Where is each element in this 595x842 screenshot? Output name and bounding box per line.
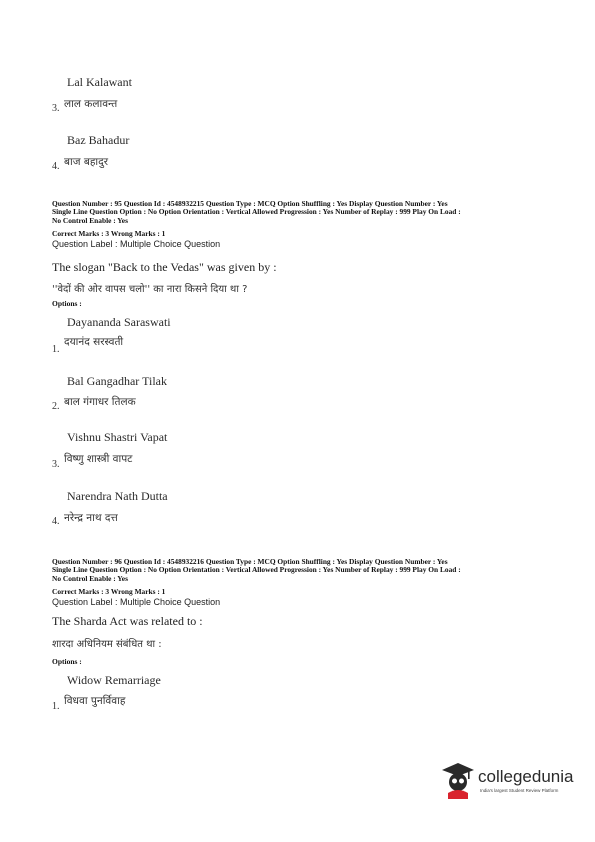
- q95-option-2-english: Bal Gangadhar Tilak: [67, 374, 167, 388]
- q96-meta-line-1: Question Number : 96 Question Id : 4548932216 Question Type : MCQ Option Shuffling : Yes Display Question Number : Yes: [52, 557, 448, 566]
- prev-option-4-english: Baz Bahadur: [67, 133, 130, 147]
- prev-option-3-english: Lal Kalawant: [67, 75, 132, 89]
- prev-option-3-number: 3.: [52, 103, 60, 114]
- q95-option-4-number: 4.: [52, 516, 60, 527]
- q95-option-4-english: Narendra Nath Dutta: [67, 489, 168, 503]
- q95-option-1-number: 1.: [52, 344, 60, 355]
- logo-tagline: India's largest Student Review Platform: [480, 788, 559, 793]
- q95-meta-line-3: No Control Enable : Yes: [52, 215, 128, 225]
- q96-question-text-english: The Sharda Act was related to :: [52, 614, 203, 628]
- q96-options-heading: Options :: [52, 657, 82, 666]
- q96-meta-line-2: Single Line Question Option : No Option Orientation : Vertical Allowed Progression : Yes Number of Replay : 999 Play On Load :: [52, 565, 461, 575]
- q96-option-1-hindi: विधवा पुनर्विवाह: [64, 695, 126, 707]
- q96-option-1-english: Widow Remarriage: [67, 673, 161, 687]
- q95-question-text-english: The slogan "Back to the Vedas" was given by :: [52, 260, 277, 274]
- q95-option-3-hindi: विष्णु शास्त्री वापट: [64, 453, 133, 465]
- prev-option-3-hindi: लाल कलावन्त: [64, 98, 118, 110]
- q95-question-label: Question Label : Multiple Choice Question: [52, 239, 221, 249]
- q96-option-1-number: 1.: [52, 701, 60, 712]
- prev-option-4-number: 4.: [52, 161, 60, 172]
- q95-option-1-english: Dayananda Saraswati: [67, 315, 171, 329]
- q96-marks: Correct Marks : 3 Wrong Marks : 1: [52, 587, 166, 596]
- q95-option-2-number: 2.: [52, 401, 60, 412]
- q95-marks: Correct Marks : 3 Wrong Marks : 1: [52, 229, 166, 238]
- q95-meta: [52, 200, 461, 225]
- q95-option-3-number: 3.: [52, 459, 60, 470]
- q95-option-2-hindi: बाल गंगाधर तिलक: [64, 396, 136, 408]
- q95-meta-line-2: Single Line Question Option : No Option Orientation : Vertical Allowed Progression : Yes Number of Replay : 999 Play On Load :: [52, 207, 461, 217]
- q95-meta-line-1: Question Number : 95 Question Id : 4548932215 Question Type : MCQ Option Shuffling : Yes Display Question Number : Yes: [52, 199, 448, 208]
- q95-options-heading: Options :: [52, 299, 82, 308]
- prev-option-4-hindi: बाज बहादुर: [64, 156, 109, 168]
- q95-option-3-english: Vishnu Shastri Vapat: [67, 430, 168, 444]
- q96-question-label: Question Label : Multiple Choice Question: [52, 597, 221, 607]
- q95-question-text-hindi: ''वेदों की ओर वापस चलो'' का नारा किसने दिया था ?: [52, 284, 248, 295]
- q96-question-text-hindi: शारदा अधिनियम संबंधित था :: [52, 639, 162, 650]
- q96-meta: [52, 558, 461, 583]
- q95-option-1-hindi: दयानंद सरस्वती: [64, 336, 124, 348]
- graduate-mascot-icon: [440, 760, 476, 802]
- q95-option-4-hindi: नरेन्द्र नाथ दत्त: [64, 512, 118, 524]
- logo-wordmark: collegedunia: [478, 767, 574, 786]
- collegedunia-logo: [440, 760, 580, 804]
- q96-meta-line-3: No Control Enable : Yes: [52, 573, 128, 583]
